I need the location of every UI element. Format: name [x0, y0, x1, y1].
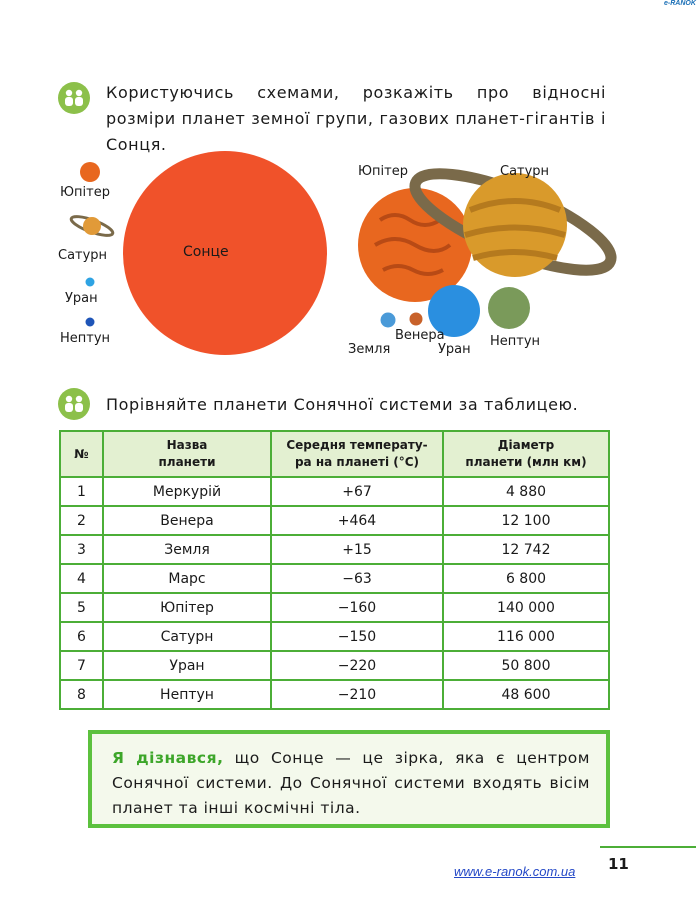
pair-work-icon: [58, 82, 90, 114]
table-header-row: [60, 431, 609, 477]
cell-planet: Меркурій: [103, 477, 271, 506]
info-body: що Сонце — це зірка, яка є центром Сонячної системи. До Сонячної системи входять вісім планет та інші космічні тіла.: [112, 749, 590, 817]
uranus-label-left: Уран: [65, 291, 98, 306]
cell-planet: Марс: [103, 564, 271, 593]
earth-large: [381, 313, 396, 328]
col-header-number: №: [60, 431, 103, 477]
table-row: [60, 651, 609, 680]
neptune-small: [86, 318, 95, 327]
info-lead: Я дізнався,: [112, 749, 224, 767]
pair-work-icon: [58, 388, 90, 420]
table-row: [60, 477, 609, 506]
saturn-label-right: Сатурн: [500, 164, 550, 179]
website-link[interactable]: www.e-ranok.com.ua: [454, 864, 576, 879]
cell-number: 1: [60, 477, 103, 506]
table-row: [60, 622, 609, 651]
cell-number: 2: [60, 506, 103, 535]
cell-number: 8: [60, 680, 103, 709]
jupiter-label-right: Юпітер: [358, 164, 408, 179]
cell-temperature: −160: [271, 593, 443, 622]
cell-number: 7: [60, 651, 103, 680]
cell-temperature: −210: [271, 680, 443, 709]
saturn-label-left: Сатурн: [58, 248, 108, 263]
cell-planet: Венера: [103, 506, 271, 535]
footer-divider: [600, 846, 696, 848]
planets-table: [59, 430, 610, 710]
info-text: [112, 746, 590, 821]
cell-diameter: 12 100: [443, 506, 609, 535]
earth-label: Земля: [348, 342, 391, 357]
publisher-logo: e-RANOK: [664, 0, 696, 7]
cell-temperature: −220: [271, 651, 443, 680]
task-instruction-1: Користуючись схемами, розкажіть про відносні розміри планет земної групи, газових планет-гігантів і Сонця.: [106, 83, 606, 154]
info-box: [88, 730, 610, 828]
cell-diameter: 50 800: [443, 651, 609, 680]
page-number: 11: [608, 855, 629, 873]
cell-number: 5: [60, 593, 103, 622]
cell-diameter: 116 000: [443, 622, 609, 651]
cell-temperature: +464: [271, 506, 443, 535]
cell-diameter: 4 880: [443, 477, 609, 506]
task-instruction-2: Порівняйте планети Сонячної системи за таблицею.: [106, 395, 579, 414]
col-header-planet-name: Назва планети: [103, 431, 271, 477]
cell-temperature: +67: [271, 477, 443, 506]
cell-temperature: −63: [271, 564, 443, 593]
jupiter-label-left: Юпітер: [60, 185, 110, 200]
neptune-label-left: Нептун: [60, 331, 111, 346]
table-row: [60, 680, 609, 709]
cell-planet: Земля: [103, 535, 271, 564]
cell-number: 4: [60, 564, 103, 593]
venus-label: Венера: [395, 328, 445, 343]
venus-large: [410, 313, 423, 326]
cell-planet: Нептун: [103, 680, 271, 709]
saturn-small: [83, 217, 101, 235]
cell-diameter: 140 000: [443, 593, 609, 622]
cell-temperature: −150: [271, 622, 443, 651]
cell-number: 3: [60, 535, 103, 564]
cell-planet: Уран: [103, 651, 271, 680]
table-row: [60, 564, 609, 593]
cell-planet: Сатурн: [103, 622, 271, 651]
uranus-small: [86, 278, 95, 287]
cell-diameter: 48 600: [443, 680, 609, 709]
cell-number: 6: [60, 622, 103, 651]
table-row: [60, 535, 609, 564]
col-header-temperature: Середня температу- ра на планеті (°C): [271, 431, 443, 477]
table-row: [60, 506, 609, 535]
neptune-label-right: Нептун: [490, 334, 541, 349]
col-header-diameter: Діаметр планети (млн км): [443, 431, 609, 477]
cell-diameter: 6 800: [443, 564, 609, 593]
cell-planet: Юпітер: [103, 593, 271, 622]
cell-temperature: +15: [271, 535, 443, 564]
uranus-label-right: Уран: [438, 342, 471, 357]
jupiter-small: [80, 162, 100, 182]
sun-label: Сонце: [183, 244, 229, 260]
table-row: [60, 593, 609, 622]
cell-diameter: 12 742: [443, 535, 609, 564]
neptune-large: [488, 287, 530, 329]
